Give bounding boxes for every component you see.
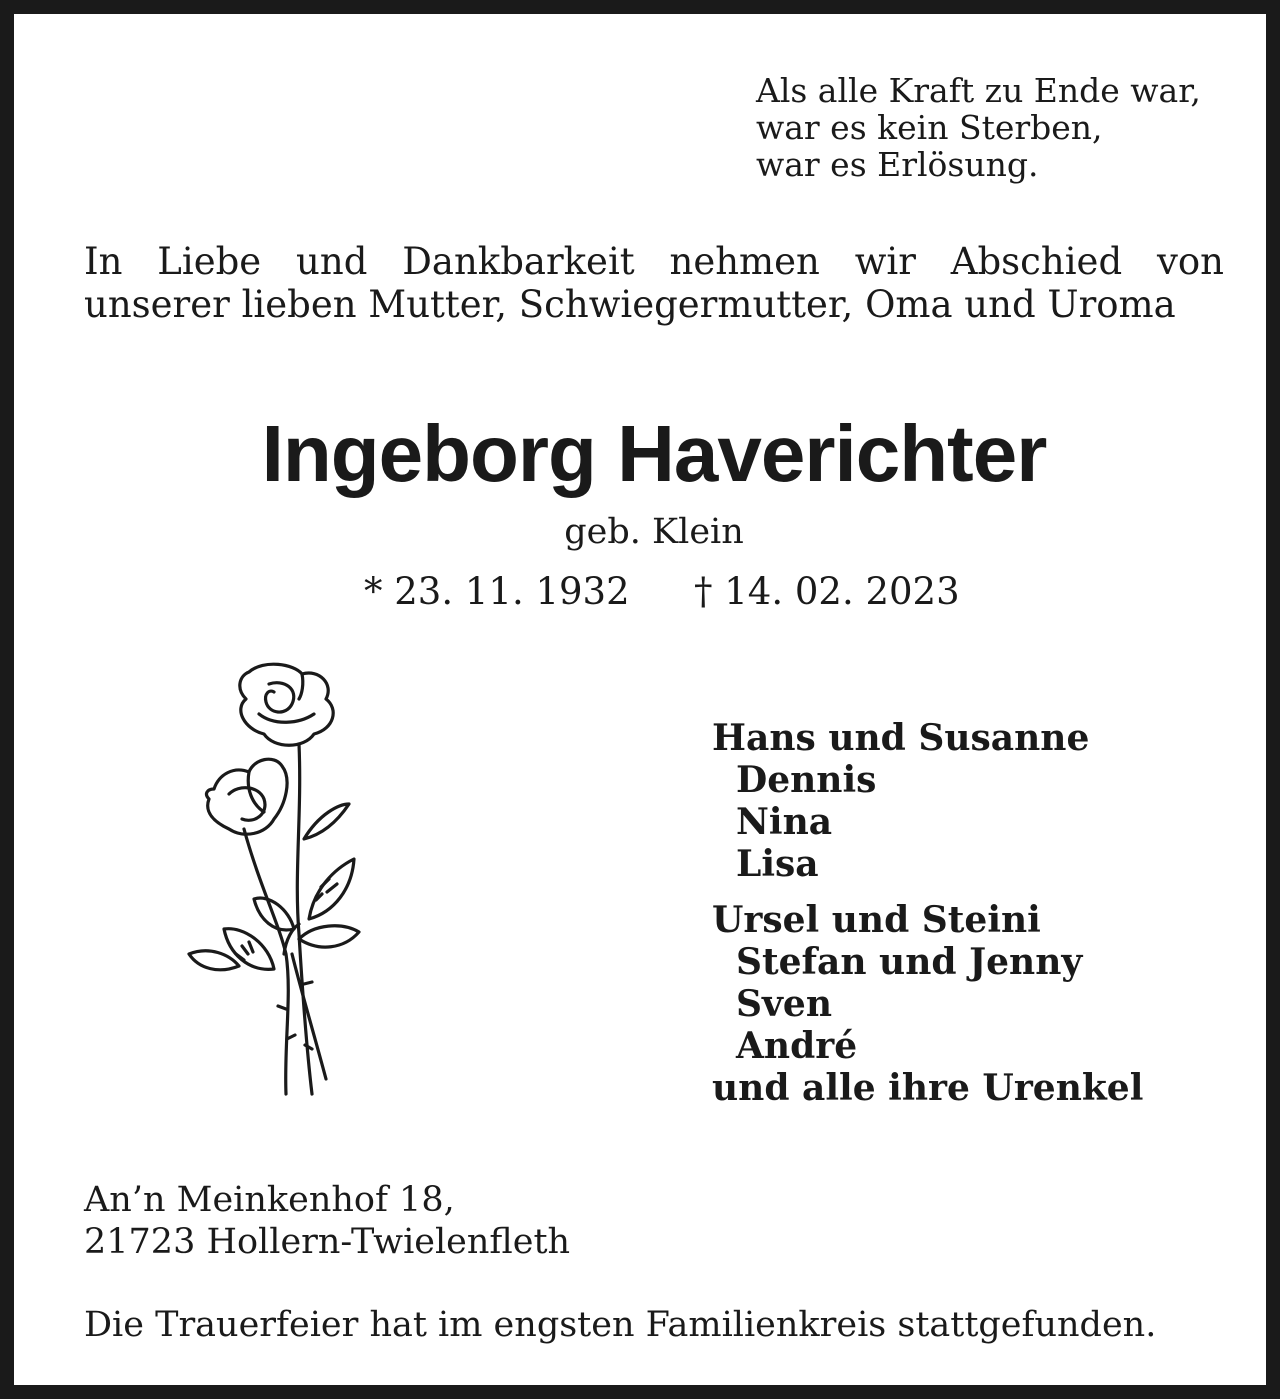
poem (756, 72, 1201, 183)
address (84, 1179, 570, 1263)
death-date: † 14. 02. 2023 (694, 570, 960, 613)
intro-text (84, 240, 1224, 326)
poem-line: war es Erlösung. (756, 145, 1039, 184)
intro-line: In Liebe und Dankbarkeit nehmen wir Abschied von (84, 240, 1224, 283)
poem-line: Als alle Kraft zu Ende war, (756, 71, 1201, 110)
mourners-list (712, 717, 1143, 1109)
rose-drawing-icon (174, 654, 374, 1104)
mourner-group-head: Hans und Susanne (712, 717, 1090, 759)
poem-line: war es kein Sterben, (756, 108, 1103, 147)
birth-date: * 23. 11. 1932 (364, 570, 630, 613)
mourner-group-head: Ursel und Steini (712, 899, 1041, 941)
deceased-name: Ingeborg Haverichter (261, 409, 1047, 498)
maiden-name: geb. Klein (564, 512, 744, 552)
mourner-name: Dennis (736, 759, 877, 801)
mourner-closing: und alle ihre Urenkel (712, 1067, 1144, 1109)
address-street: An’n Meinkenhof 18, (84, 1180, 455, 1220)
mourner-name: André (736, 1025, 858, 1067)
intro-line: unserer lieben Mutter, Schwiegermutter, Oma und Uroma (84, 283, 1176, 326)
mourner-name: Sven (736, 983, 832, 1025)
mourner-name: Nina (736, 801, 833, 843)
mourner-name: Stefan und Jenny (736, 941, 1083, 983)
address-city: 21723 Hollern-Twielenfleth (84, 1222, 571, 1262)
funeral-note: Die Trauerfeier hat im engsten Familienkreis stattgefunden. (84, 1305, 1157, 1345)
mourner-name: Lisa (736, 843, 819, 885)
